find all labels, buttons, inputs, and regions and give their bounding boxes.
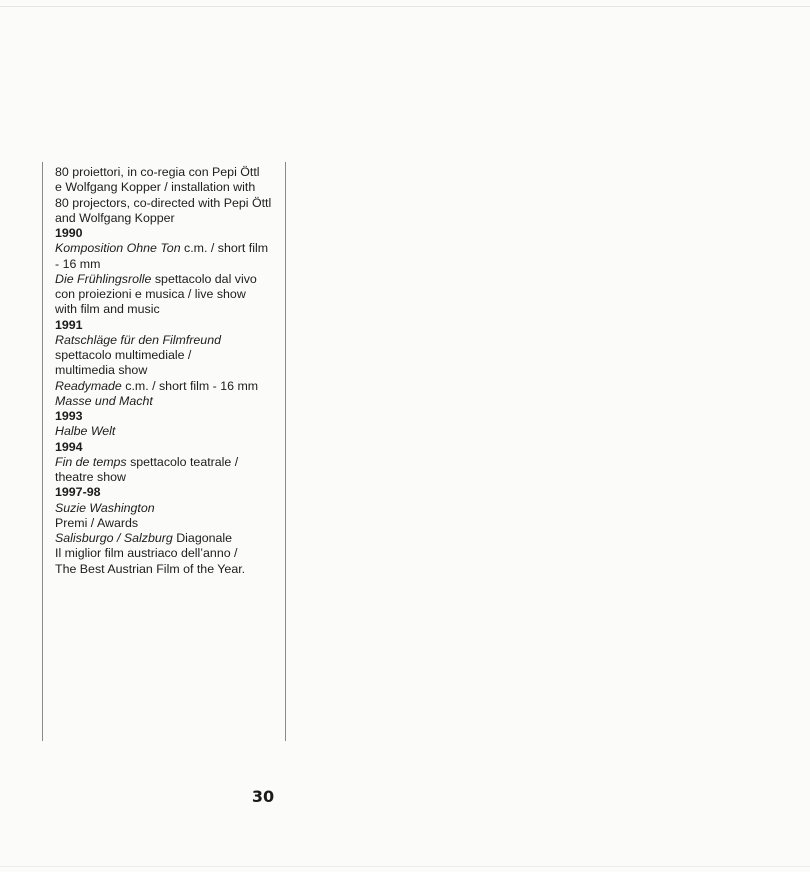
year-heading-1990: 1990 <box>55 226 83 240</box>
column-rule-right <box>285 162 286 741</box>
work-title: Readymade <box>55 378 122 393</box>
page-edge-bottom <box>0 866 810 867</box>
award-event: Diagonale <box>172 531 233 545</box>
award-entry <box>55 531 283 546</box>
year-heading-1993: 1993 <box>55 409 83 423</box>
work-title: Fin de temps <box>55 454 127 469</box>
work-title: Halbe Welt <box>55 424 116 439</box>
year-heading-1991: 1991 <box>55 317 83 332</box>
work-title: Die Frühlingsrolle <box>55 271 152 286</box>
work-description: theatre show <box>55 470 126 484</box>
award-description: Il miglior film austriaco dell’anno / <box>55 546 238 561</box>
work-description: c.m. / short film <box>180 241 269 256</box>
work-description: - 16 mm <box>55 256 101 271</box>
work-entry <box>55 379 283 394</box>
work-description: con proiezioni e musica / live show <box>55 287 246 301</box>
award-place: Salisburgo / Salzburg <box>55 531 173 545</box>
work-description: spettacolo teatrale / <box>126 454 239 469</box>
work-title: Suzie Washington <box>55 500 155 515</box>
work-entry <box>55 455 283 470</box>
work-entry <box>55 272 283 287</box>
work-description: c.m. / short film - 16 mm <box>121 378 259 393</box>
award-description: The Best Austrian Film of the Year. <box>55 561 246 576</box>
page-edge-top <box>0 6 810 7</box>
work-description: with film and music <box>55 302 160 317</box>
year-heading-1997-98: 1997-98 <box>55 485 101 500</box>
intro-line: 80 projectors, co-directed with Pepi Öttl <box>55 195 272 210</box>
filmography-column <box>55 165 283 577</box>
work-entry <box>55 241 283 256</box>
column-rule-left <box>42 162 43 741</box>
intro-line: e Wolfgang Kopper / installation with <box>55 180 256 195</box>
awards-label: Premi / Awards <box>55 515 139 530</box>
work-title: Masse und Macht <box>55 393 153 408</box>
work-description: spettacolo multimediale / <box>55 348 192 362</box>
intro-line: 80 proiettori, in co-regia con Pepi Öttl <box>55 165 260 179</box>
work-title: Komposition Ohne Ton <box>55 241 181 256</box>
work-title: Ratschläge für den Filmfreund <box>55 332 221 347</box>
work-description: multimedia show <box>55 363 148 378</box>
year-heading-1994: 1994 <box>55 439 83 454</box>
work-description: spettacolo dal vivo <box>151 271 257 286</box>
page-number: 30 <box>251 787 275 806</box>
intro-line: and Wolfgang Kopper <box>55 210 175 225</box>
